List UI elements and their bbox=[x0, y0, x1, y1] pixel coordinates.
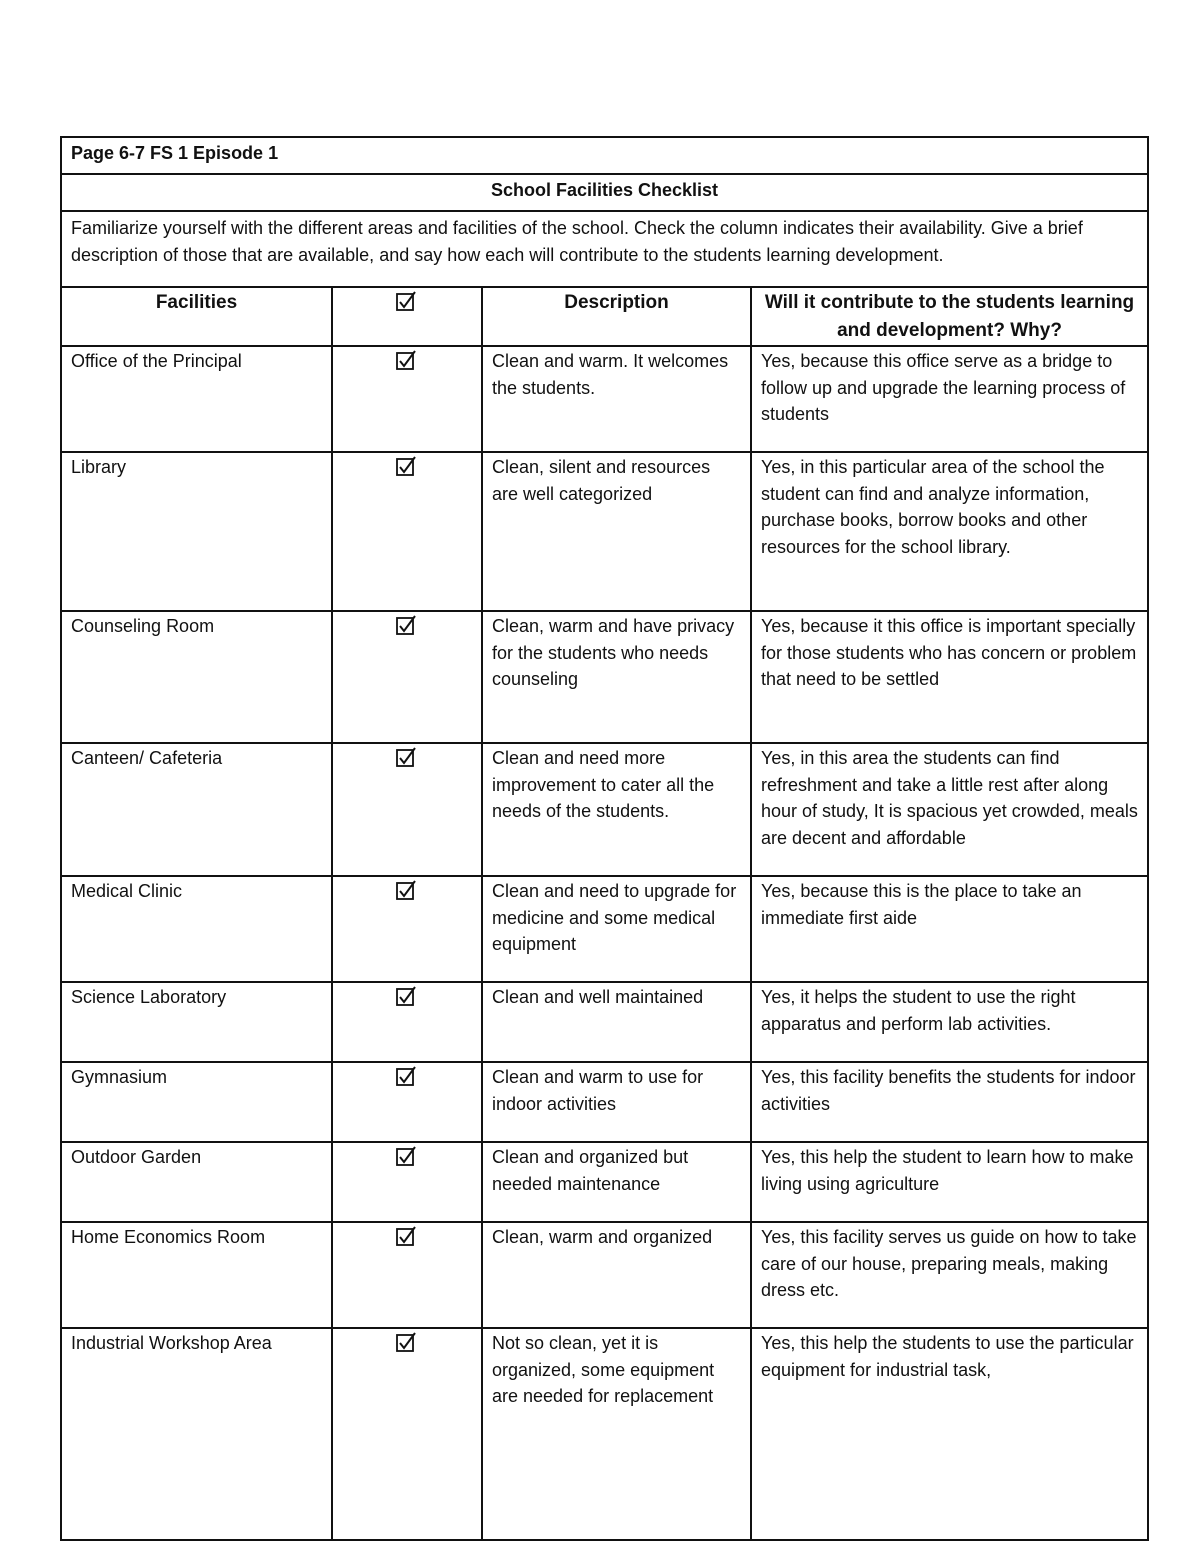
checked-box-icon bbox=[396, 1331, 418, 1353]
instructions-text: Familiarize yourself with the different areas and facilities of the school. Check the column indicates their availability. Give a brief description of those that are available, and say how each will contribute to the students learning development. bbox=[61, 211, 1148, 287]
table-row bbox=[61, 1142, 1148, 1222]
checked-box-icon bbox=[396, 290, 418, 312]
title-row bbox=[61, 174, 1148, 211]
table-row bbox=[61, 611, 1148, 743]
facility-name: Industrial Workshop Area bbox=[61, 1328, 332, 1540]
checked-box-icon bbox=[396, 349, 418, 371]
table-row bbox=[61, 346, 1148, 452]
facility-description: Clean and warm to use for indoor activities bbox=[482, 1062, 751, 1142]
table-row bbox=[61, 452, 1148, 611]
facility-description: Clean, silent and resources are well categorized bbox=[482, 452, 751, 611]
facility-name: Home Economics Room bbox=[61, 1222, 332, 1328]
facility-name: Library bbox=[61, 452, 332, 611]
header-facilities: Facilities bbox=[61, 287, 332, 346]
facility-description: Clean, warm and organized bbox=[482, 1222, 751, 1328]
facility-description: Clean, warm and have privacy for the students who needs counseling bbox=[482, 611, 751, 743]
table-row bbox=[61, 1328, 1148, 1540]
facility-name: Gymnasium bbox=[61, 1062, 332, 1142]
checked-box-icon bbox=[396, 879, 418, 901]
table-row bbox=[61, 743, 1148, 876]
facility-contribution: Yes, because it this office is important specially for those students who has concern or problem that need to be settled bbox=[751, 611, 1148, 743]
facility-contribution: Yes, in this area the students can find refreshment and take a little rest after along hour of study, It is spacious yet crowded, meals are decent and affordable bbox=[751, 743, 1148, 876]
checked-box-icon bbox=[396, 614, 418, 636]
facility-name: Canteen/ Cafeteria bbox=[61, 743, 332, 876]
table-row bbox=[61, 1062, 1148, 1142]
checked-box-icon bbox=[396, 455, 418, 477]
facility-description: Clean and need to upgrade for medicine and some medical equipment bbox=[482, 876, 751, 982]
page-reference-row bbox=[61, 137, 1148, 174]
facility-contribution: Yes, because this is the place to take an immediate first aide bbox=[751, 876, 1148, 982]
table-body bbox=[61, 346, 1148, 1540]
facility-description: Not so clean, yet it is organized, some equipment are needed for replacement bbox=[482, 1328, 751, 1540]
table-row bbox=[61, 982, 1148, 1062]
availability-check bbox=[332, 452, 482, 611]
facility-description: Clean and warm. It welcomes the students. bbox=[482, 346, 751, 452]
facility-contribution: Yes, because this office serve as a bridge to follow up and upgrade the learning process of students bbox=[751, 346, 1148, 452]
facility-description: Clean and organized but needed maintenance bbox=[482, 1142, 751, 1222]
availability-check bbox=[332, 743, 482, 876]
availability-check bbox=[332, 1328, 482, 1540]
table-row bbox=[61, 1222, 1148, 1328]
availability-check bbox=[332, 611, 482, 743]
checked-box-icon bbox=[396, 1225, 418, 1247]
header-check bbox=[332, 287, 482, 346]
facility-contribution: Yes, this help the student to learn how to make living using agriculture bbox=[751, 1142, 1148, 1222]
facility-contribution: Yes, it helps the student to use the right apparatus and perform lab activities. bbox=[751, 982, 1148, 1062]
facility-name: Outdoor Garden bbox=[61, 1142, 332, 1222]
availability-check bbox=[332, 982, 482, 1062]
checked-box-icon bbox=[396, 1065, 418, 1087]
checked-box-icon bbox=[396, 1145, 418, 1167]
checked-box-icon bbox=[396, 985, 418, 1007]
table-header-row bbox=[61, 287, 1148, 346]
availability-check bbox=[332, 1142, 482, 1222]
facility-description: Clean and well maintained bbox=[482, 982, 751, 1062]
header-contribution: Will it contribute to the students learning and development? Why? bbox=[751, 287, 1148, 346]
instructions-row bbox=[61, 211, 1148, 287]
facility-name: Science Laboratory bbox=[61, 982, 332, 1062]
facility-name: Medical Clinic bbox=[61, 876, 332, 982]
table-row bbox=[61, 876, 1148, 982]
availability-check bbox=[332, 346, 482, 452]
page-reference: Page 6-7 FS 1 Episode 1 bbox=[61, 137, 1148, 174]
facility-name: Office of the Principal bbox=[61, 346, 332, 452]
facility-description: Clean and need more improvement to cater all the needs of the students. bbox=[482, 743, 751, 876]
availability-check bbox=[332, 876, 482, 982]
availability-check bbox=[332, 1222, 482, 1328]
facility-contribution: Yes, this facility serves us guide on how to take care of our house, preparing meals, making dress etc. bbox=[751, 1222, 1148, 1328]
facility-name: Counseling Room bbox=[61, 611, 332, 743]
checked-box-icon bbox=[396, 746, 418, 768]
header-description: Description bbox=[482, 287, 751, 346]
facilities-checklist-table bbox=[60, 136, 1149, 1541]
facility-contribution: Yes, in this particular area of the school the student can find and analyze information, purchase books, borrow books and other resources for the school library. bbox=[751, 452, 1148, 611]
facility-contribution: Yes, this help the students to use the particular equipment for industrial task, bbox=[751, 1328, 1148, 1540]
availability-check bbox=[332, 1062, 482, 1142]
facility-contribution: Yes, this facility benefits the students for indoor activities bbox=[751, 1062, 1148, 1142]
checklist-title: School Facilities Checklist bbox=[61, 174, 1148, 211]
